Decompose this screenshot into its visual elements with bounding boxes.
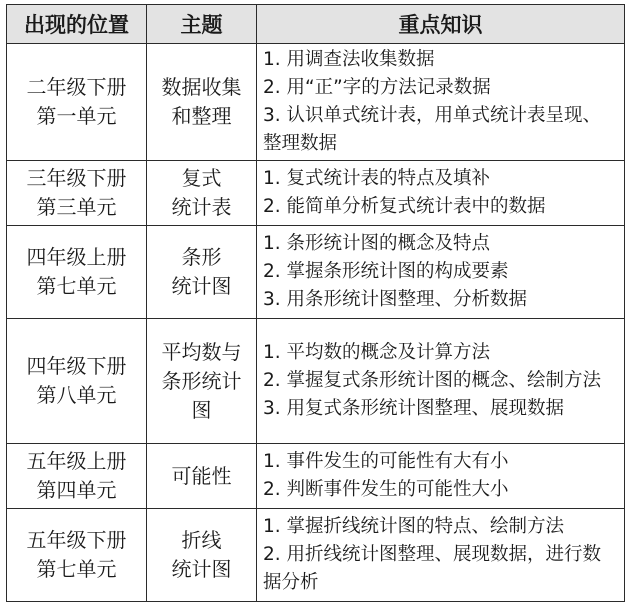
key-point: 3. 认识单式统计表，用单式统计表呈现、整理数据 bbox=[263, 105, 602, 154]
table-row bbox=[7, 444, 625, 509]
location-line: 四年级下册 bbox=[26, 354, 127, 378]
topic-line: 复式 bbox=[181, 166, 222, 190]
topic-cell bbox=[147, 509, 257, 602]
location-line: 第一单元 bbox=[36, 104, 117, 128]
table-row bbox=[7, 161, 625, 226]
topic-cell bbox=[147, 319, 257, 444]
key-point: 1. 掌握折线统计图的特点、绘制方法 bbox=[263, 516, 565, 537]
key-points-cell bbox=[257, 161, 625, 226]
topic-line: 条形 bbox=[181, 245, 222, 269]
location-line: 第三单元 bbox=[36, 195, 117, 219]
key-points-cell bbox=[257, 509, 625, 602]
topic-line: 可能性 bbox=[171, 463, 232, 488]
key-point: 2. 能简单分析复式统计表中的数据 bbox=[263, 196, 546, 217]
location-cell bbox=[7, 319, 147, 444]
topic-cell bbox=[147, 44, 257, 161]
key-point: 2. 用折线统计图整理、展现数据，进行数据分析 bbox=[263, 544, 602, 593]
table-row bbox=[7, 509, 625, 602]
header-key-points: 重点知识 bbox=[257, 5, 625, 44]
topic-line: 平均数与 bbox=[161, 339, 242, 364]
topic-cell bbox=[147, 161, 257, 226]
key-point: 1. 复式统计表的特点及填补 bbox=[263, 168, 491, 189]
location-line: 五年级下册 bbox=[26, 528, 127, 552]
topic-line: 统计图 bbox=[171, 274, 232, 298]
location-cell bbox=[7, 444, 147, 509]
key-point: 1. 用调查法收集数据 bbox=[263, 49, 435, 70]
knowledge-table bbox=[6, 4, 625, 602]
location-line: 第七单元 bbox=[36, 274, 117, 298]
table-row bbox=[7, 226, 625, 319]
key-points-cell bbox=[257, 226, 625, 319]
header-topic: 主题 bbox=[147, 5, 257, 44]
topic-line: 数据收集 bbox=[161, 75, 242, 99]
location-line: 四年级上册 bbox=[26, 245, 127, 269]
key-point: 1. 事件发生的可能性有大有小 bbox=[263, 451, 509, 472]
key-points-cell bbox=[257, 319, 625, 444]
key-points-cell bbox=[257, 44, 625, 161]
location-line: 第八单元 bbox=[36, 383, 117, 407]
location-cell bbox=[7, 509, 147, 602]
topic-line: 条形统计 bbox=[161, 368, 242, 393]
topic-cell bbox=[147, 444, 257, 509]
location-cell bbox=[7, 44, 147, 161]
location-line: 五年级上册 bbox=[26, 449, 127, 473]
header-row bbox=[7, 5, 625, 44]
key-point: 2. 判断事件发生的可能性大小 bbox=[263, 479, 509, 500]
location-line: 三年级下册 bbox=[26, 166, 127, 190]
location-line: 第七单元 bbox=[36, 557, 117, 581]
key-point: 2. 用“正”字的方法记录数据 bbox=[263, 77, 491, 98]
table-row bbox=[7, 44, 625, 161]
key-point: 2. 掌握条形统计图的构成要素 bbox=[263, 261, 509, 282]
table-row bbox=[7, 319, 625, 444]
topic-line: 图 bbox=[191, 397, 212, 422]
topic-line: 统计表 bbox=[171, 195, 232, 219]
location-cell bbox=[7, 161, 147, 226]
key-point: 1. 平均数的概念及计算方法 bbox=[263, 342, 491, 363]
key-point: 2. 掌握复式条形统计图的概念、绘制方法 bbox=[263, 370, 602, 391]
location-line: 二年级下册 bbox=[26, 75, 127, 99]
header-location: 出现的位置 bbox=[7, 5, 147, 44]
key-point: 3. 用条形统计图整理、分析数据 bbox=[263, 289, 528, 310]
topic-line: 折线 bbox=[181, 528, 222, 552]
topic-line: 统计图 bbox=[171, 557, 232, 581]
location-cell bbox=[7, 226, 147, 319]
key-points-cell bbox=[257, 444, 625, 509]
topic-line: 和整理 bbox=[171, 104, 232, 128]
topic-cell bbox=[147, 226, 257, 319]
location-line: 第四单元 bbox=[36, 478, 117, 502]
key-point: 3. 用复式条形统计图整理、展现数据 bbox=[263, 398, 565, 419]
key-point: 1. 条形统计图的概念及特点 bbox=[263, 233, 491, 254]
